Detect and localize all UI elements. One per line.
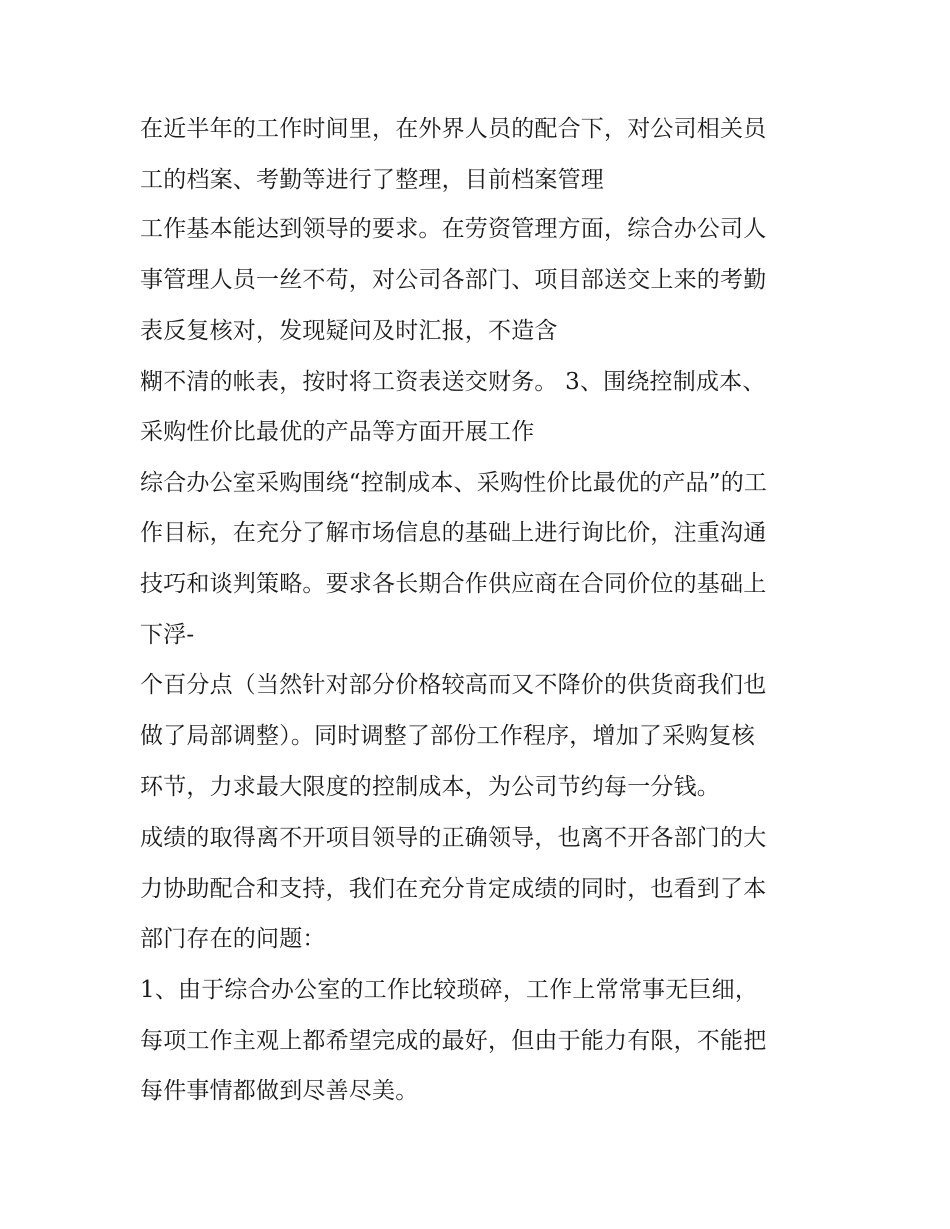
text-line: 糊不清的帐表，按时将工资表送交财务。 3、围绕控制成本、 xyxy=(140,369,766,395)
text-line: 环节，力求最大限度的控制成本，为公司节约每一分钱。 xyxy=(140,774,720,800)
text-line: 表反复核对，发现疑问及时汇报，不造含 xyxy=(140,318,558,344)
text-line: 个百分点（当然针对部分价格较高而又不降价的供货商我们也 xyxy=(140,672,767,698)
text-line: 事管理人员一丝不苟，对公司各部门、项目部送交上来的考勤 xyxy=(140,267,767,293)
text-line: 工作基本能达到领导的要求。在劳资管理方面，综合办公司人 xyxy=(140,216,767,242)
text-line: 成绩的取得离不开项目领导的正确领导，也离不开各部门的大 xyxy=(140,825,767,851)
text-line: 综合办公室采购围绕“控制成本、采购性价比最优的产品”的工 xyxy=(140,470,768,496)
text-line: 工的档案、考勤等进行了整理，目前档案管理 xyxy=(140,167,604,193)
text-line: 1、由于综合办公室的工作比较琐碎，工作上常常事无巨细， xyxy=(140,977,759,1003)
text-line: 采购性价比最优的产品等方面开展工作 xyxy=(140,419,535,445)
text-line: 力协助配合和支持，我们在充分肯定成绩的同时，也看到了本 xyxy=(140,876,767,902)
text-line: 部门存在的问题： xyxy=(140,926,326,952)
text-line: 技巧和谈判策略。要求各长期合作供应商在合同价位的基础上 xyxy=(140,571,767,597)
text-line: 在近半年的工作时间里，在外界人员的配合下，对公司相关员 xyxy=(140,116,767,142)
text-line: 做了局部调整）。同时调整了部份工作程序，增加了采购复核 xyxy=(140,723,755,749)
text-line: 下浮- xyxy=(140,622,195,648)
text-line: 每项工作主观上都希望完成的最好，但由于能力有限，不能把 xyxy=(140,1028,767,1054)
text-line: 每件事情都做到尽善尽美。 xyxy=(140,1078,419,1104)
text-line: 作目标，在充分了解市场信息的基础上进行询比价，注重沟通 xyxy=(140,520,767,546)
